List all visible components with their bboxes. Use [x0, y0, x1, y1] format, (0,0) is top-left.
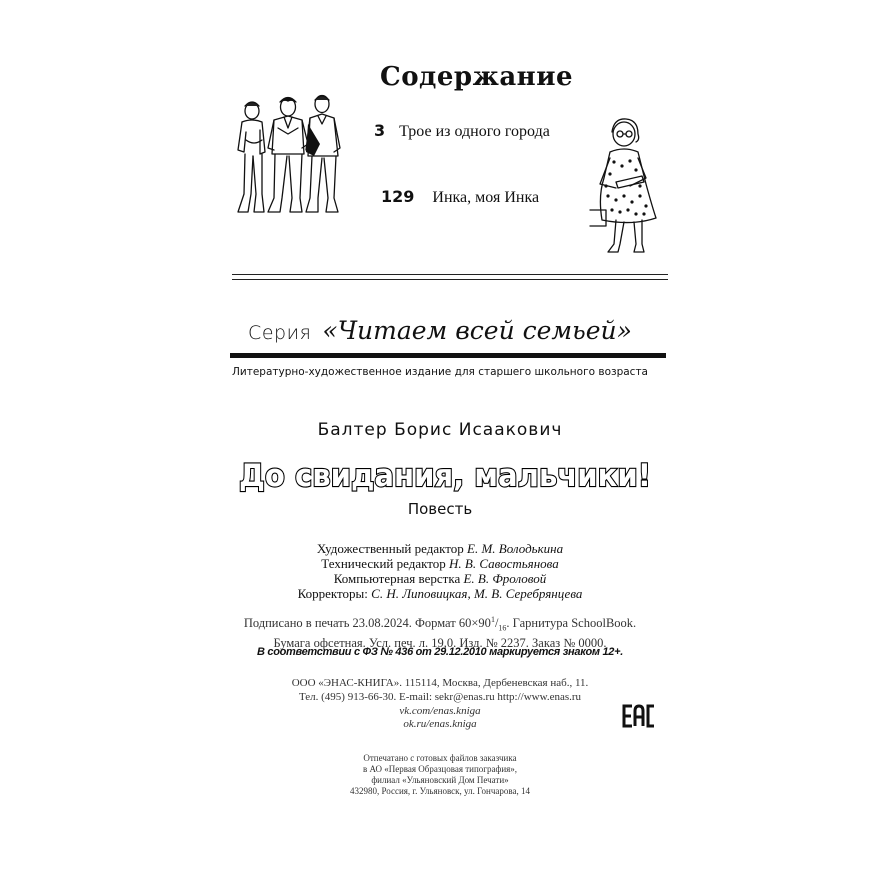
genre-line: Литературно-художественное издание для старшего школьного возраста	[232, 366, 648, 378]
book-title	[236, 452, 654, 498]
credit-role: Художественный редактор	[316, 541, 464, 556]
credit-line	[0, 586, 880, 601]
credit-role: Технический редактор	[321, 556, 446, 571]
credit-line	[0, 556, 880, 571]
credit-person: Е. В. Фроловой	[463, 571, 547, 586]
credit-line	[0, 571, 880, 586]
print-format-text: Подписано в печать 23.08.2024. Формат 60×90	[243, 616, 491, 631]
toc-divider	[232, 274, 668, 280]
social-links	[0, 705, 880, 731]
credit-role: Компьютерная верстка	[333, 571, 461, 586]
social-link-ok[interactable]: ok.ru/enas.kniga	[403, 718, 477, 730]
publisher-address: ООО «ЭНАС-КНИГА». 115114, Москва, Дербеневская наб., 11.	[291, 677, 589, 689]
series-label: Серия	[248, 322, 312, 344]
credit-person: Е. М. Володькина	[467, 541, 564, 556]
printer-line: 432980, Россия, г. Ульяновск, ул. Гончарова, 14	[349, 786, 531, 796]
printer-line: в АО «Первая Образцовая типография»,	[362, 764, 518, 774]
series-name: «Читаем всей семьей»	[322, 316, 632, 345]
toc-entry[interactable]	[374, 121, 550, 141]
print-info-line: Бумага офсетная. Усл. печ. л. 19,0. Изд. № 2237. Заказ № 0000.	[273, 635, 607, 650]
print-info-line: Подписано в печать 23.08.2024. Формат $60\times 90^1/_{16}$. Гарнитура SchoolBook.	[243, 615, 637, 633]
credit-person: С. Н. Липовицкая, М. В. Серебрянцева	[371, 586, 583, 601]
series-heading	[0, 316, 880, 345]
format-subscript: 16	[498, 623, 507, 633]
toc-entry[interactable]	[381, 187, 539, 207]
credit-line	[0, 541, 880, 556]
toc-title: Содержание	[380, 62, 574, 92]
toc-entry-title: Трое из одного города	[399, 123, 550, 140]
book-subtitle: Повесть	[407, 500, 473, 518]
book-title-text: До свидания, мальчики!	[239, 458, 651, 494]
credit-role: Корректоры:	[297, 586, 368, 601]
social-link-vk[interactable]: vk.com/enas.kniga	[399, 705, 481, 717]
printer-line: филиал «Ульяновский Дом Печати»	[371, 775, 509, 785]
toc-page-number: 3	[374, 121, 386, 140]
toc-page-number: 129	[381, 187, 415, 206]
author-name: Балтер Борис Исаакович	[317, 420, 563, 440]
series-divider	[230, 353, 666, 358]
printer-info	[0, 753, 880, 797]
eac-conformity-mark	[622, 704, 656, 728]
publisher-info	[0, 676, 880, 704]
credits	[0, 541, 880, 601]
print-info	[0, 612, 880, 651]
girl-reading-illustration	[586, 114, 668, 260]
publisher-contacts[interactable]: Тел. (495) 913-66-30. E-mail: sekr@enas.ru http://www.enas.ru	[298, 691, 582, 703]
typeface-text: . Гарнитура SchoolBook.	[506, 616, 637, 631]
credit-person: Н. В. Савостьянова	[449, 556, 559, 571]
toc-entry-title: Инка, моя Инка	[432, 189, 540, 206]
three-boys-illustration	[234, 94, 344, 216]
printer-line: Отпечатано с готовых файлов заказчика	[363, 753, 517, 763]
age-rating-note: В соответствии с ФЗ № 436 от 29.12.2010 маркируется знаком 12+.	[256, 646, 624, 658]
format-superscript: 1	[490, 615, 495, 624]
